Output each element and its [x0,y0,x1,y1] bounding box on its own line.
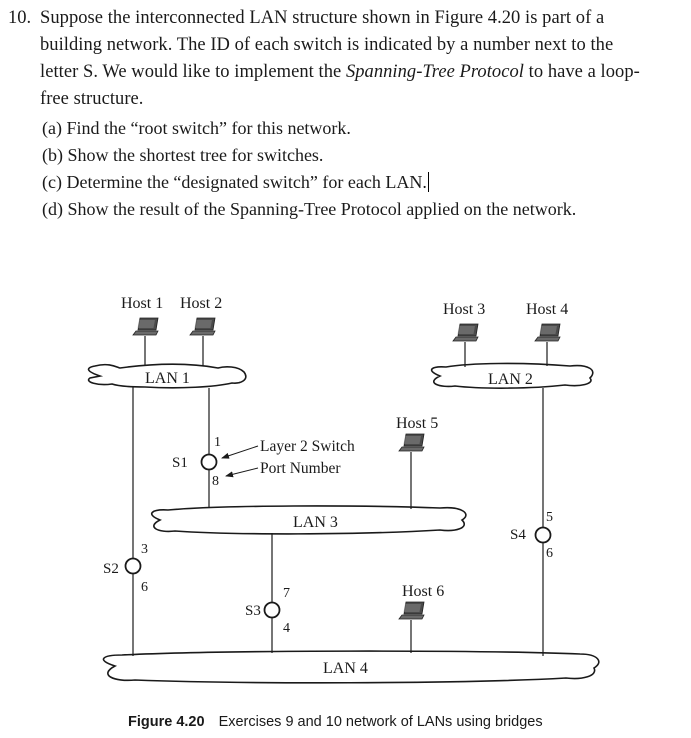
host-1-label: Host 1 [121,295,164,312]
s2-port-top: 3 [141,542,148,557]
question-line-4: free structure. [40,89,144,109]
s3-port-bottom: 4 [283,621,290,636]
figure-caption [128,714,543,730]
question-line-2: building network. The ID of each switch is indicated by a number next to the [40,35,614,55]
part-a: (a) Find the “root switch” for this network. [42,118,351,138]
host-3-laptop-icon [453,324,478,341]
host-6-label: Host 6 [402,583,445,600]
host-4-label: Host 4 [526,301,569,318]
part-c: (c) Determine the “designated switch” for each LAN. [42,172,429,193]
lan-3-label: LAN 3 [293,514,338,531]
part-b: (b) Show the shortest tree for switches. [42,145,324,165]
host-4-laptop-icon [535,324,560,341]
switch-s4-icon [536,528,551,543]
switch-s1-label: S1 [172,455,188,471]
host-3-label: Host 3 [443,301,486,318]
host-2-laptop-icon [190,318,215,335]
lan-1-label: LAN 1 [145,370,190,387]
s4-port-top: 5 [546,510,553,525]
switch-s4-label: S4 [510,527,526,543]
host-5-laptop-icon [399,434,424,451]
question-number: 10. [8,8,32,28]
legend-port-label: Port Number [260,460,341,477]
legend-switch-label: Layer 2 Switch [260,438,355,455]
figure-caption-text: Exercises 9 and 10 network of LANs using bridges [218,714,543,730]
switch-s3-icon [265,603,280,618]
switch-s1-icon [202,455,217,470]
question-line-1: Suppose the interconnected LAN structure shown in Figure 4.20 is part of a [40,8,605,28]
host-5-label: Host 5 [396,415,439,432]
s1-port-bottom: 8 [212,474,219,489]
switch-s2-icon [126,559,141,574]
host-6-laptop-icon [399,602,424,619]
part-d: (d) Show the result of the Spanning-Tree Protocol applied on the network. [42,199,577,219]
s3-port-top: 7 [283,586,290,601]
host-1-laptop-icon [133,318,158,335]
switch-s2-label: S2 [103,561,119,577]
s4-port-bottom: 6 [546,546,553,561]
question-line-3: letter S. We would like to implement the Spanning-Tree Protocol to have a loop- [40,62,640,82]
host-2-label: Host 2 [180,295,223,312]
s1-port-top: 1 [214,435,221,450]
lan-4-label: LAN 4 [323,660,368,677]
s2-port-bottom: 6 [141,580,148,595]
lan-2-label: LAN 2 [488,371,533,388]
switch-s3-label: S3 [245,603,261,619]
figure-number: Figure 4.20 [128,714,205,730]
